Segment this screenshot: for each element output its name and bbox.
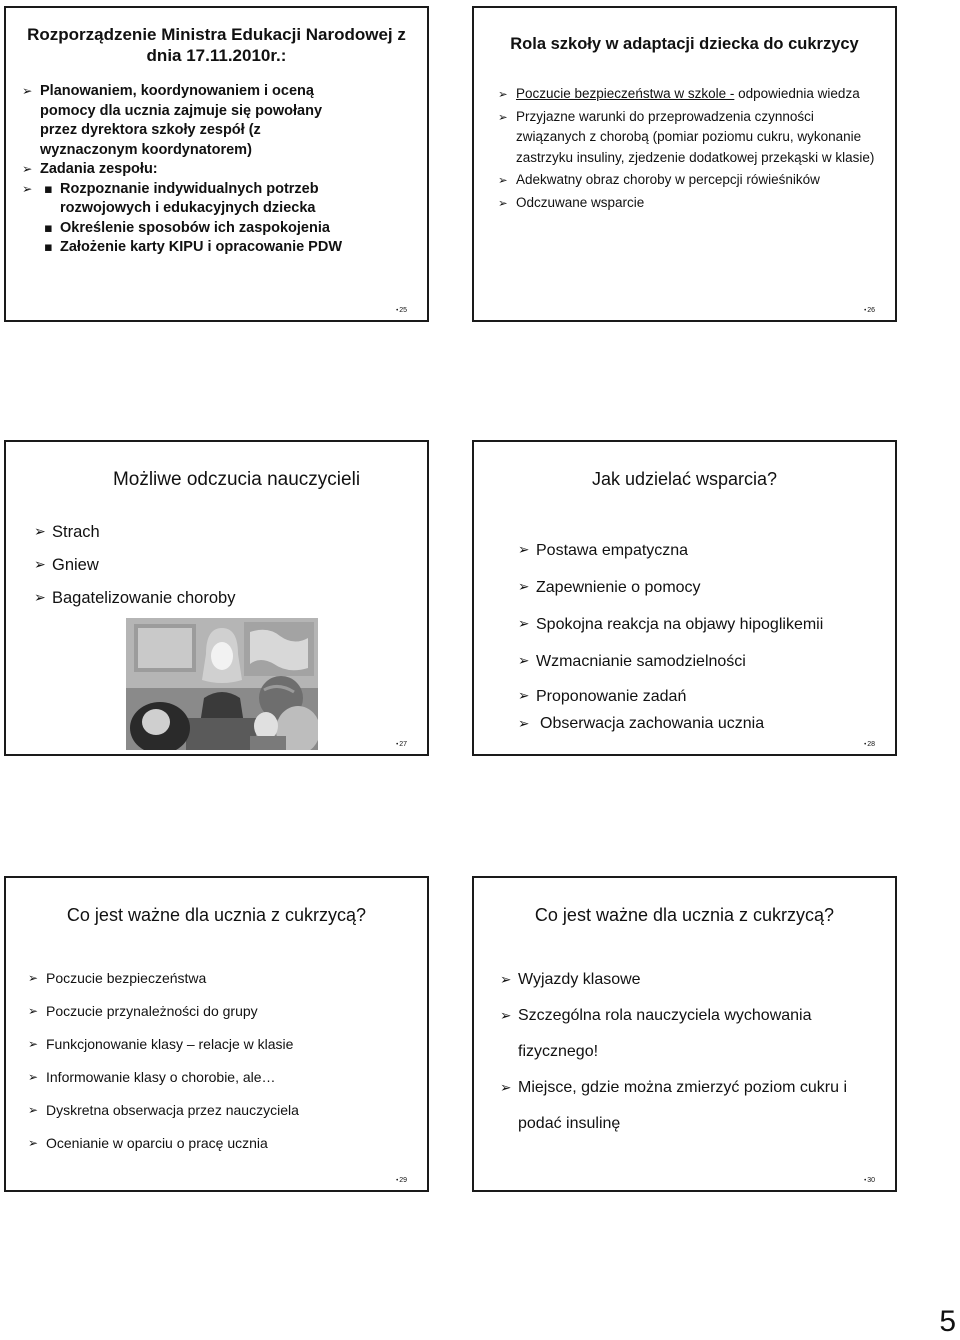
list-item: ➢ Przyjazne warunki do przeprowadzenia czynności związanych z chorobą (pomiar poziomu cukru, wykonanie zastrzyku insuliny, zjedzenie dodatkowej przekąski w klasie) — [496, 107, 884, 169]
slide-number: • 25 — [396, 307, 407, 314]
list-item: ➢ Poczucie bezpieczeństwa w szkole - odpowiednia wiedza — [496, 84, 884, 105]
sub-list-item: ▪ ➢ Rozpoznanie indywidualnych potrzeb rozwojowych i edukacyjnych dziecka — [40, 180, 320, 219]
list-item: ➢ Zapewnienie o pomocy — [516, 569, 823, 606]
slide-title: Możliwe odczucia nauczycieli — [112, 469, 361, 490]
sub-list-item: ▪ Założenie karty KIPU i opracowanie PDW — [40, 238, 420, 258]
bullet-list — [498, 962, 847, 1142]
slide-28 — [472, 440, 897, 756]
page-number: 5 — [939, 1305, 956, 1338]
list-item: ➢ Dyskretna obserwacja przez nauczyciela — [26, 1094, 299, 1127]
slide-title: Co jest ważne dla ucznia z cukrzycą? — [534, 905, 835, 925]
title-line-2: dnia 17.11.2010r.: — [146, 46, 287, 65]
slide-30 — [472, 876, 897, 1192]
list-item: ➢ Proponowanie zadań — [516, 680, 823, 713]
list-item: ➢ Wyjazdy klasowe — [498, 962, 847, 998]
title-line-1: Rozporządzenie Ministra Edukacji Narodowej z — [27, 25, 406, 44]
list-item: ➢ Strach — [32, 516, 235, 549]
list-item: ➢ Zadania zespołu: — [20, 160, 420, 180]
list-item: ➢ Ocenianie w oparciu o pracę ucznia — [26, 1127, 299, 1160]
teacher-classroom-photo — [126, 618, 318, 750]
list-item: ➢ Odczuwane wsparcie — [496, 193, 884, 214]
slide-number: • 30 — [864, 1177, 875, 1184]
list-item: ➢ Miejsce, gdzie można zmierzyć poziom cukru i — [498, 1070, 847, 1106]
slide-title: Co jest ważne dla ucznia z cukrzycą? — [66, 905, 367, 925]
list-item: ➢ Wzmacnianie samodzielności — [516, 643, 823, 680]
bullet-list — [26, 962, 299, 1160]
slide-number: • 29 — [396, 1177, 407, 1184]
sub-list-item: ▪ Określenie sposobów ich zaspokojenia — [40, 219, 420, 239]
slide-number: • 27 — [396, 741, 407, 748]
list-item: ➢ Bagatelizowanie choroby — [32, 582, 235, 615]
slide-27 — [4, 440, 429, 756]
list-item: ➢ Funkcjonowanie klasy – relacje w klasie — [26, 1028, 299, 1061]
slide-29 — [4, 876, 429, 1192]
slide-26 — [472, 6, 897, 322]
bullet-list — [516, 532, 823, 735]
slide-title — [6, 24, 427, 66]
list-item: ➢ Gniew — [32, 549, 235, 582]
bullet-list — [20, 82, 420, 258]
slide-25 — [4, 6, 429, 322]
list-item: ➢ Informowanie klasy o chorobie, ale… — [26, 1061, 299, 1094]
slide-title: Rola szkoły w adaptacji dziecka do cukrzycy — [510, 35, 859, 53]
list-item: ➢ Planowaniem, koordynowaniem i oceną pomocy dla ucznia zajmuje się powołany przez dyrektora szkoły zespół (z wyznaczonym koordynatorem) — [20, 82, 360, 160]
list-item-continuation: fizycznego! — [518, 1043, 599, 1060]
list-item: ➢ Poczucie przynależności do grupy — [26, 995, 299, 1028]
slide-title: Jak udzielać wsparcia? — [591, 469, 778, 489]
list-item: ➢ Adekwatny obraz choroby w percepcji rówieśników — [496, 170, 884, 191]
list-item: ➢ Poczucie bezpieczeństwa — [26, 962, 299, 995]
list-item: ➢ Spokojna reakcja na objawy hipoglikemii — [516, 606, 823, 643]
slide-number: • 26 — [864, 307, 875, 314]
underlined-text: Poczucie bezpieczeństwa w szkole - — [516, 86, 735, 101]
list-item: ➢ Obserwacja zachowania ucznia — [516, 713, 823, 735]
list-item: ➢ Szczególna rola nauczyciela wychowania — [498, 998, 847, 1034]
bullet-list — [496, 84, 884, 213]
sub-list-container — [20, 180, 420, 258]
list-item-continuation: podać insulinę — [518, 1115, 621, 1132]
bullet-list — [32, 516, 235, 615]
slide-number: • 28 — [864, 741, 875, 748]
list-item: ➢ Postawa empatyczna — [516, 532, 823, 569]
